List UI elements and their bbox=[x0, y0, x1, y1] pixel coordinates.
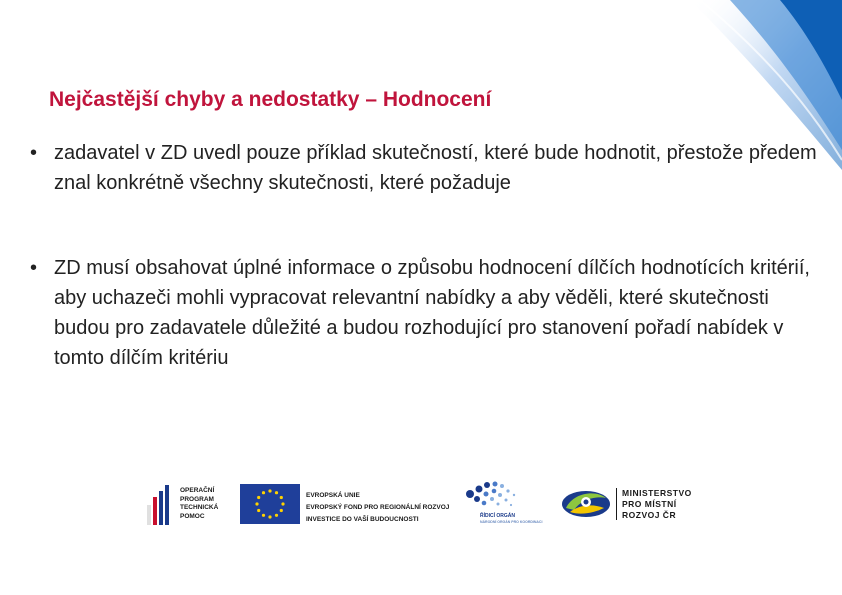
optp-line: OPERAČNÍ bbox=[180, 487, 215, 494]
optp-line: POMOC bbox=[180, 512, 205, 520]
ro-line: ŘÍDICÍ ORGÁN bbox=[480, 513, 515, 519]
slide-title: Nejčastější chyby a nedostatky – Hodnocení bbox=[49, 88, 492, 111]
bullet-dot: • bbox=[30, 257, 38, 279]
eu-logo bbox=[240, 484, 455, 526]
logo-strip bbox=[0, 478, 842, 528]
mmr-line: ROZVOJ ČR bbox=[622, 510, 677, 520]
eu-flag-icon bbox=[240, 484, 300, 524]
eu-line: INVESTICE DO VAŠÍ BUDOUCNOSTI bbox=[306, 516, 419, 523]
optp-logo bbox=[145, 483, 240, 525]
eu-line: EVROPSKÝ FOND PRO REGIONÁLNÍ ROZVOJ bbox=[306, 504, 450, 511]
optp-line: TECHNICKÁ bbox=[180, 504, 219, 511]
bullet-item bbox=[30, 253, 825, 373]
bullet-text: zadavatel v ZD uvedl pouze příklad skutečností, které bude hodnotit, přestože předem znal konkrétně všechny skutečnosti, které požaduje bbox=[54, 142, 817, 194]
bullet-text: ZD musí obsahovat úplné informace o způsobu hodnocení dílčích hodnotících kritérií, aby uchazeči mohli vypracovat relevantní nabídky a aby věděli, které skutečnosti budou pro zadavatele důležité a budou rozhodující pro stanovení pořadí nabídek v tomto dílčím kritériu bbox=[54, 257, 810, 369]
mmr-logo bbox=[560, 482, 710, 524]
optp-bars-logo bbox=[145, 483, 171, 525]
mmr-swirl-logo bbox=[560, 486, 612, 522]
mmr-line: PRO MÍSTNÍ bbox=[622, 499, 677, 509]
optp-line: PROGRAM bbox=[180, 495, 214, 503]
dots-logo bbox=[465, 480, 525, 512]
ro-line: NÁRODNÍ ORGÁN PRO KOORDINACI bbox=[480, 520, 543, 524]
bullet-dot: • bbox=[30, 142, 38, 164]
mmr-line: MINISTERSTVO bbox=[622, 488, 692, 498]
ro-logo bbox=[462, 480, 543, 526]
eu-line: EVROPSKÁ UNIE bbox=[306, 492, 360, 499]
bullet-item bbox=[30, 138, 825, 198]
bullet-list bbox=[30, 138, 825, 373]
